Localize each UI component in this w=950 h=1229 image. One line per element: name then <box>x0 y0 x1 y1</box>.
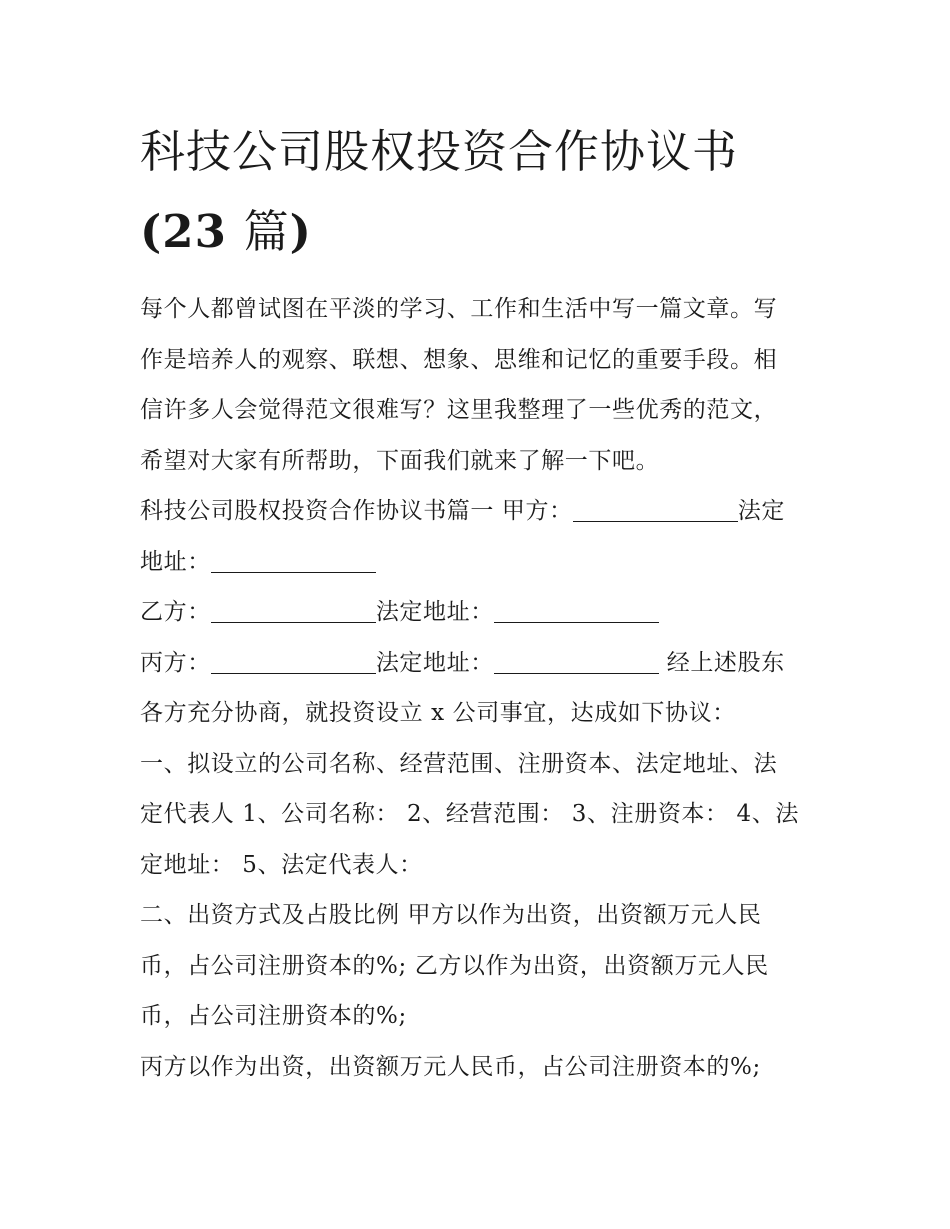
party-b-line <box>140 587 820 638</box>
section-1-line: 定代表人 1、公司名称： 2、经营范围： 3、注册资本： 4、法 <box>140 801 799 827</box>
section-2-paragraph <box>140 890 820 1042</box>
title-count-char: 篇 <box>243 205 290 258</box>
party-c-address-label: 法定地址： <box>375 649 494 676</box>
title-line-2 <box>140 192 820 272</box>
party-c-line <box>140 638 820 689</box>
intro-line: 希望对大家有所帮助，下面我们就来了解一下吧。 <box>140 447 660 474</box>
document-title <box>140 112 820 272</box>
party-b-address-label: 法定地址： <box>375 599 494 625</box>
section-1-line: 一、拟设立的公司名称、经营范围、注册资本、法定地址、法 <box>140 750 778 777</box>
title-line-1: 科技公司股权投资合作协议书 <box>140 125 739 178</box>
title-count-suffix: ) <box>289 205 312 258</box>
section-2-line: 二、出资方式及占股比例 甲方以作为出资，出资额万元人民 <box>140 902 762 928</box>
section-2-line: 币，占公司注册资本的%; 乙方以作为出资，出资额万元人民 <box>140 952 769 979</box>
party-a-line-2 <box>140 537 820 588</box>
party-a-name-blank <box>573 493 738 522</box>
party-c-paragraph <box>140 638 820 739</box>
section-1-paragraph <box>140 739 820 891</box>
party-b-name-blank <box>211 594 376 623</box>
party-a-line-1 <box>140 486 820 537</box>
intro-line: 每个人都曾试图在平淡的学习、工作和生活中写一篇文章。写 <box>140 296 778 322</box>
party-b-label: 乙方： <box>140 599 211 625</box>
title-count-prefix: (23 <box>140 205 244 258</box>
party-a-label: 科技公司股权投资合作协议书篇一 甲方： <box>140 498 573 524</box>
section-1-line: 定地址： 5、法定代表人： <box>140 851 423 878</box>
party-c-suffix: 经上述股东 <box>658 649 785 676</box>
party-b-paragraph <box>140 587 820 638</box>
party-a-address-label-rest: 地址： <box>140 548 211 575</box>
section-2-line: 币，占公司注册资本的%; <box>140 1003 407 1029</box>
intro-paragraph <box>140 284 820 486</box>
intro-line: 作是培养人的观察、联想、想象、思维和记忆的重要手段。相 <box>140 346 778 373</box>
party-c-investment-paragraph <box>140 1042 820 1093</box>
party-c-address-blank <box>494 645 659 674</box>
party-c-label: 丙方： <box>140 649 211 676</box>
party-b-address-blank <box>494 594 659 623</box>
party-a-paragraph <box>140 486 820 587</box>
party-a-address-label-part: 法定 <box>737 498 785 524</box>
party-c-name-blank <box>211 645 376 674</box>
consult-line: 各方充分协商，就投资设立 x 公司事宜，达成如下协议： <box>140 700 736 726</box>
party-c-investment-line: 丙方以作为出资，出资额万元人民币，占公司注册资本的%; <box>140 1053 761 1080</box>
intro-line: 信许多人会觉得范文很难写？这里我整理了一些优秀的范文， <box>140 397 778 423</box>
party-a-address-blank <box>211 544 376 573</box>
